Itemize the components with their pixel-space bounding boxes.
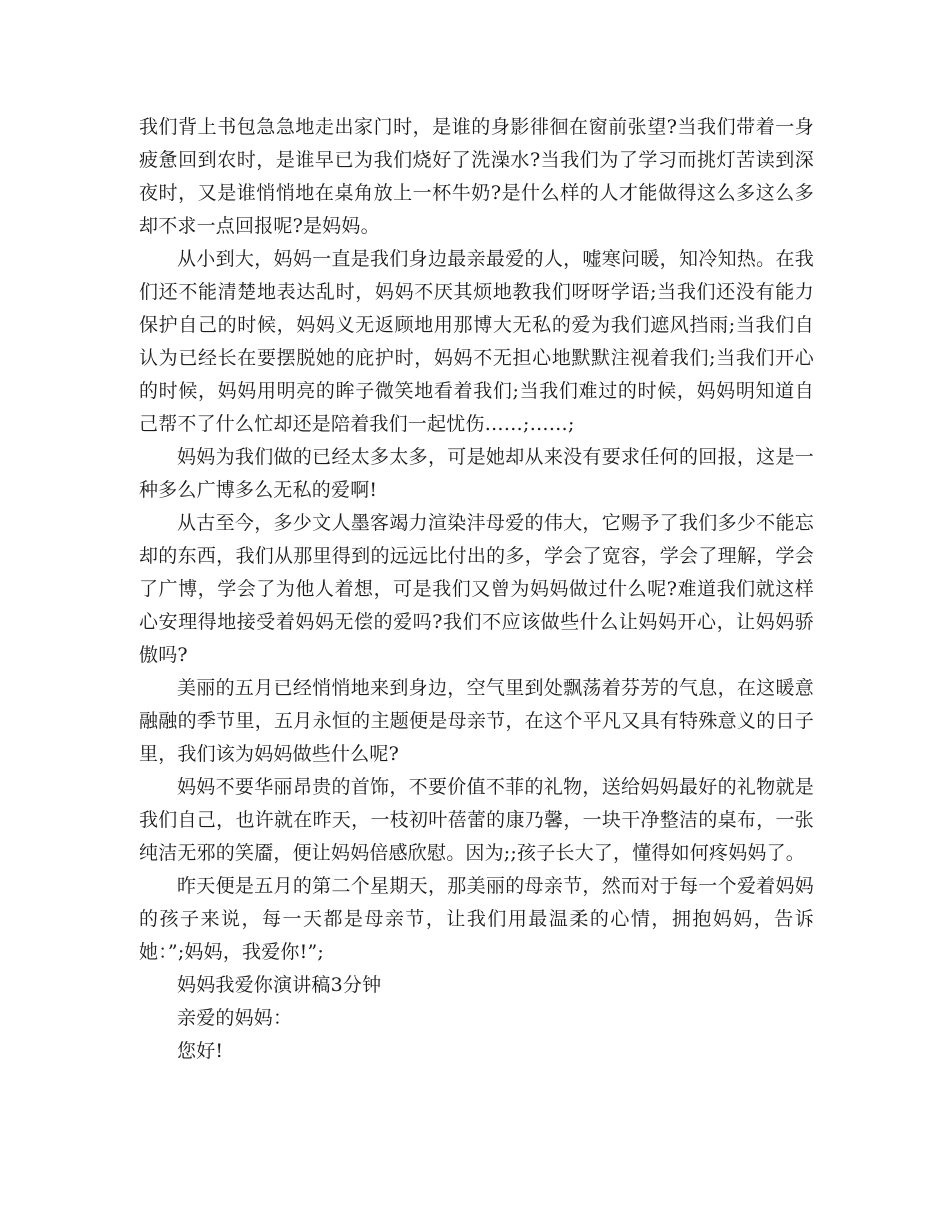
salutation: 亲爱的妈妈： <box>177 1007 293 1029</box>
paragraph-5: 美丽的五月已经悄悄地来到身边，空气里到处飘荡着芬芳的气息，在这暖意融融的季节里，五月永恒的主题便是母亲节，在这个平凡又具有特殊意义的日子里，我们该为妈妈做些什么呢? <box>139 677 814 765</box>
greeting: 您好! <box>177 1040 224 1062</box>
paragraph-6: 妈妈不要华丽昂贵的首饰，不要价值不菲的礼物，送给妈妈最好的礼物就是我们自己，也许就在昨天，一枝初叶蓓蕾的康乃馨，一块干净整洁的桌布，一张纯洁无邪的笑靥，便让妈妈倍感欣慰。因为;;孩子长大了，懂得如何疼妈妈了。 <box>139 776 814 864</box>
paragraph-7: 昨天便是五月的第二个星期天，那美丽的母亲节，然而对于每一个爱着妈妈的孩子来说，每一天都是母亲节，让我们用最温柔的心情，拥抱妈妈，告诉她：”;妈妈，我爱你!”; <box>139 875 814 963</box>
paragraph-1: 我们背上书包急急地走出家门时，是谁的身影徘徊在窗前张望?当我们带着一身疲惫回到农时，是谁早已为我们烧好了洗澡水?当我们为了学习而挑灯苦读到深夜时，又是谁悄悄地在桌角放上一杯牛奶?是什么样的人才能做得这么多这么多却不求一点回报呢?是妈妈。 <box>139 116 814 237</box>
paragraph-2: 从小到大，妈妈一直是我们身边最亲最爱的人，嘘寒问暖，知冷知热。在我们还不能清楚地表达乱时，妈妈不厌其烦地教我们呀呀学语;当我们还没有能力保护自己的时候，妈妈义无返顾地用那博大无私的爱为我们遮风挡雨;当我们自认为已经长在要摆脱她的庇护时，妈妈不无担心地默默注视着我们;当我们开心的时候，妈妈用明亮的眸子微笑地看着我们;当我们难过的时候，妈妈明知道自己帮不了什么忙却还是陪着我们一起忧伤……;……; <box>139 248 814 435</box>
paragraph-3: 妈妈为我们做的已经太多太多，可是她却从来没有要求任何的回报，这是一种多么广博多么无私的爱啊! <box>139 446 814 501</box>
section-title: 妈妈我爱你演讲稿3分钟 <box>177 974 382 996</box>
document-body <box>139 111 814 1068</box>
paragraph-4: 从古至今，多少文人墨客竭力渲染沣母爱的伟大，它赐予了我们多少不能忘却的东西，我们从那里得到的远远比付出的多，学会了宽容，学会了理解，学会了广博，学会了为他人着想，可是我们又曾为妈妈做过什么呢?难道我们就这样心安理得地接受着妈妈无偿的爱吗?我们不应该做些什么让妈妈开心，让妈妈骄傲吗? <box>139 512 814 666</box>
